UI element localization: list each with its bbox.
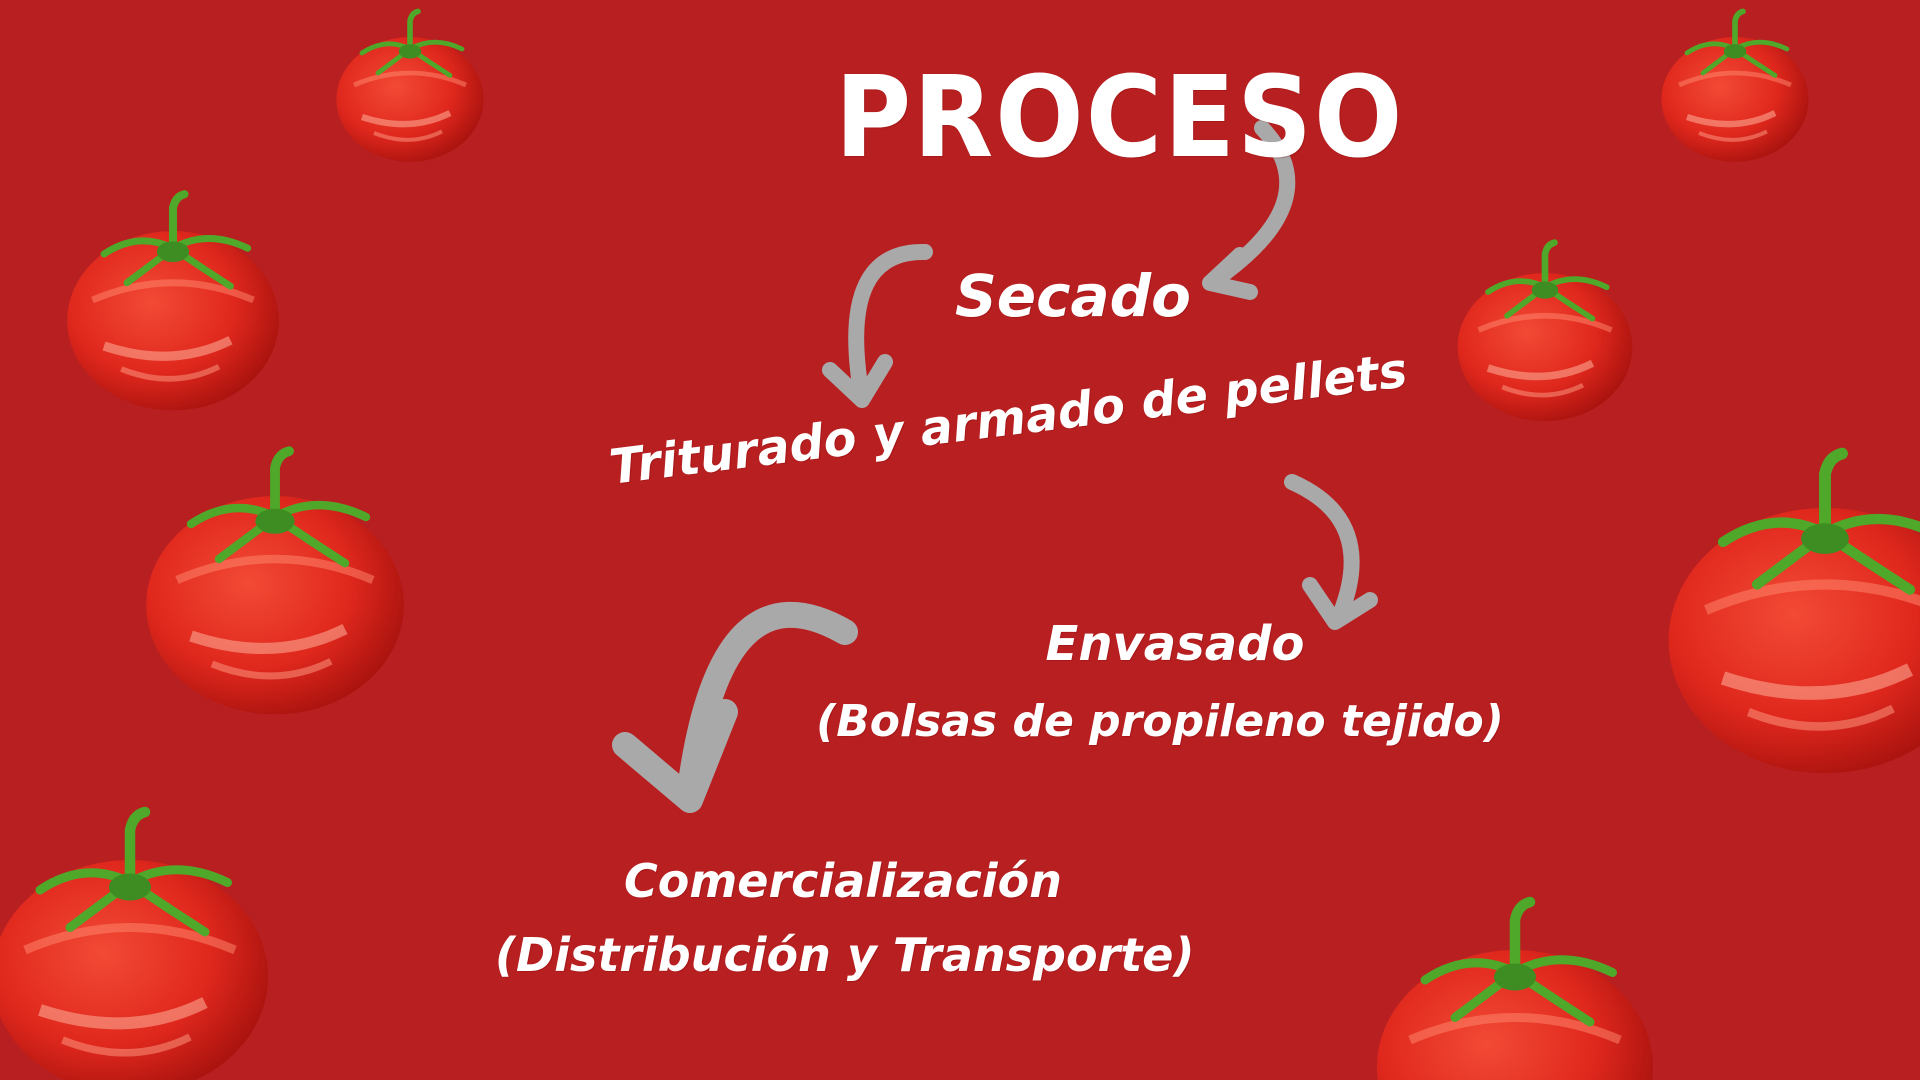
step-envasado: Envasado (1045, 616, 1305, 672)
step-envasado-detail: (Bolsas de propileno tejido) (816, 696, 1504, 747)
step-comercializacion: Comercialización (624, 854, 1062, 908)
step-triturado: Triturado y armado de pellets (606, 342, 1411, 496)
curved-arrow-icon (1292, 482, 1370, 622)
step-secado: Secado (955, 262, 1191, 330)
page-title: PROCESO (835, 51, 1405, 183)
step-comercializacion-detail: (Distribución y Transporte) (495, 928, 1195, 982)
curved-arrow-icon (830, 252, 925, 400)
